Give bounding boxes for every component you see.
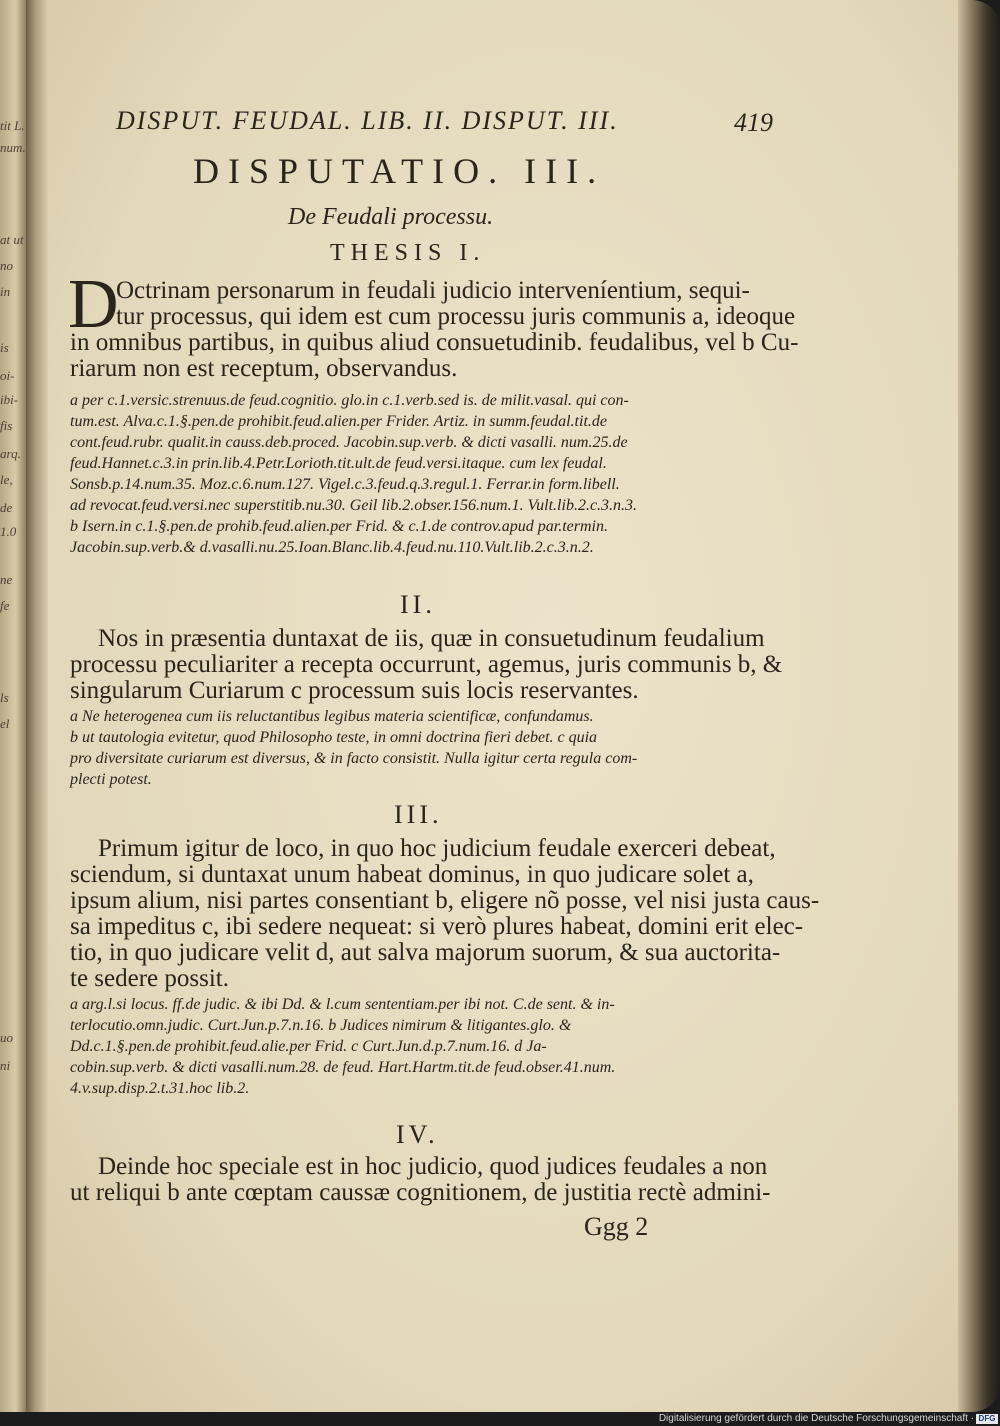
text-line: in omnibus partibus, in quibus aliud consuetudinib. feudalibus, vel b Cu-: [70, 329, 799, 356]
margin-fragment: is: [0, 340, 9, 355]
section-subtitle: De Feudali processu.: [288, 204, 494, 230]
page-number: 419: [734, 108, 773, 137]
margin-fragment: at ut: [0, 232, 24, 247]
note-line: a Ne heterogenea cum iis reluctantibus legibus materia scientificæ, confundamus.: [70, 708, 594, 725]
margin-fragment: ibi-: [0, 392, 19, 407]
text-line: riarum non est receptum, observandus.: [70, 355, 458, 382]
margin-fragment: fis: [0, 418, 13, 433]
thesis-2-number: II.: [400, 590, 436, 619]
running-head: DISPUT. FEUDAL. LIB. II. DISPUT. III.: [116, 106, 619, 135]
note-line: terlocutio.omn.judic. Curt.Jun.p.7.n.16. b Judices nimirum & litigantes.glo. &: [70, 1017, 572, 1034]
text-line: Nos in præsentia duntaxat de iis, quæ in consuetudinum feudalium: [98, 625, 765, 652]
text-line: singularum Curiarum c processum suis locis reservantes.: [70, 677, 639, 704]
text-line: sa impeditus c, ibi sedere nequeat: si verò plures habeat, domini erit elec-: [70, 913, 804, 940]
margin-fragment: ls: [0, 690, 9, 705]
book-page: [48, 0, 958, 1412]
footer-bar: [0, 1412, 1000, 1426]
thesis-1-notes: [70, 390, 790, 558]
thesis-2-notes: [70, 706, 790, 790]
thesis-4-text: [70, 1154, 790, 1206]
thesis-3-text: [70, 835, 820, 992]
note-line: 4.v.sup.disp.2.t.31.hoc lib.2.: [70, 1080, 250, 1097]
margin-fragment: le,: [0, 472, 13, 487]
margin-fragment: no: [0, 258, 13, 273]
text-line: ipsum alium, nisi partes consentiant b, eligere nõ posse, vel nisi justa caus-: [70, 887, 820, 914]
text-line: tur processus, qui idem est cum processu juris communis a, ideoque: [116, 303, 796, 330]
drop-capital: D: [68, 266, 119, 343]
thesis-heading: THESIS I.: [330, 240, 486, 266]
book-gutter: [26, 0, 48, 1412]
disputatio-title: DISPUTATIO. III.: [193, 151, 606, 191]
text-line: ut reliqui b ante cœptam caussæ cognitionem, de justitia rectè admini-: [70, 1179, 771, 1206]
note-line: Sonsb.p.14.num.35. Moz.c.6.num.127. Vigel.c.3.feud.q.3.regul.1. Ferrar.in form.libell.: [70, 476, 620, 493]
note-line: a per c.1.versic.strenuus.de feud.cognitio. glo.in c.1.verb.sed is. de milit.vasal. qui con-: [70, 392, 629, 409]
text-line: processu peculiariter a recepta occurrunt, agemus, juris communis b, &: [70, 651, 783, 678]
page-edge: [958, 0, 1000, 1412]
margin-fragment: in: [0, 284, 11, 299]
text-line: te sedere possit.: [70, 965, 229, 992]
margin-fragment: tit L.: [0, 118, 25, 133]
margin-fragment: num.: [0, 140, 26, 155]
text-line: tio, in quo judicare velit d, aut salva majorum suorum, & sua auctorita-: [70, 939, 781, 966]
note-line: Dd.c.1.§.pen.de prohibit.feud.alie.per Frid. c Curt.Jun.d.p.7.num.16. d Ja-: [70, 1038, 547, 1055]
note-line: b Isern.in c.1.§.pen.de prohib.feud.alien.per Frid. & c.1.de controv.apud par.termin.: [70, 518, 608, 535]
margin-fragment: arq.: [0, 446, 21, 461]
dfg-logo: DFG: [976, 1414, 998, 1424]
margin-fragment: ni: [0, 1058, 11, 1073]
note-line: cont.feud.rubr. qualit.in causs.deb.proced. Jacobin.sup.verb. & dicti vasalli. num.25.de: [70, 434, 628, 451]
margin-fragment: uo: [0, 1030, 13, 1045]
margin-fragment: 1.0: [0, 524, 17, 539]
note-line: a arg.l.si locus. ff.de judic. & ibi Dd. & l.cum sententiam.per ibi not. C.de sent. & in-: [70, 996, 615, 1013]
text-line: Octrinam personarum in feudali judicio interveníentium, sequi-: [116, 277, 750, 304]
margin-fragment: oi-: [0, 368, 15, 383]
thesis-3-notes: [70, 994, 790, 1099]
note-line: tum.est. Alva.c.1.§.pen.de prohibit.feud.alien.per Frider. Artiz. in summ.feudal.tit.de: [70, 413, 607, 430]
margin-fragment: fe: [0, 598, 10, 613]
thesis-3-number: III.: [394, 800, 443, 829]
text-line: sciendum, si duntaxat unum habeat dominus, in quo judicare solet a,: [70, 861, 754, 888]
note-line: ad revocat.feud.versi.nec superstitib.nu.30. Geil lib.2.obser.156.num.1. Vult.lib.2.c.3.n.3.: [70, 497, 638, 514]
margin-fragment: el: [0, 716, 10, 731]
funding-credit: Digitalisierung gefördert durch die Deutsche Forschungsgemeinschaft ·: [658, 1413, 974, 1424]
text-line: Primum igitur de loco, in quo hoc judicium feudale exerceri debeat,: [98, 835, 776, 862]
note-line: pro diversitate curiarum est diversus, & in facto consistit. Nulla igitur certa regula com-: [70, 750, 638, 767]
margin-fragment: ne: [0, 572, 13, 587]
note-line: plecti potest.: [70, 771, 152, 788]
catchword: Ggg 2: [584, 1212, 649, 1241]
note-line: feud.Hannet.c.3.in prin.lib.4.Petr.Lorioth.tit.ult.de feud.versi.itaque. cum lex feudal.: [70, 455, 607, 472]
note-line: cobin.sup.verb. & dicti vasalli.num.28. de feud. Hart.Hartm.tit.de feud.obser.41.num.: [70, 1059, 616, 1076]
note-line: b ut tautologia evitetur, quod Philosopho teste, in omni doctrina fieri debet. c quia: [70, 729, 598, 746]
thesis-1-text: [70, 277, 799, 382]
text-line: Deinde hoc speciale est in hoc judicio, quod judices feudales a non: [98, 1153, 768, 1180]
thesis-2-text: [70, 626, 790, 704]
note-line: Jacobin.sup.verb.& d.vasalli.nu.25.Ioan.Blanc.lib.4.feud.nu.110.Vult.lib.2.c.3.n.2.: [70, 539, 594, 556]
left-page-margin: [0, 0, 26, 1412]
margin-fragment: de: [0, 500, 13, 515]
thesis-4-number: IV.: [396, 1120, 439, 1149]
